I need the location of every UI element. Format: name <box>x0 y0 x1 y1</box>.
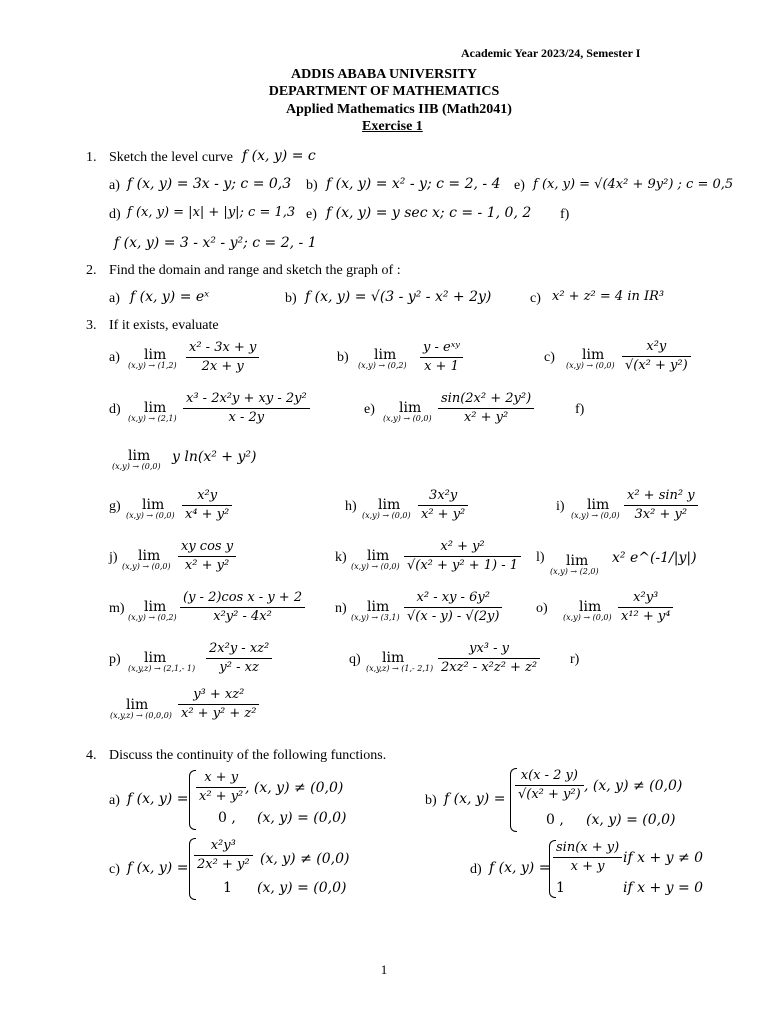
q3j-label: j) <box>109 550 118 565</box>
academic-year: Academic Year 2023/24, Semester I <box>461 46 641 60</box>
q3p-fraction: $\frac{\text{2x²y - xz²}}{\text{y² - xz}}$ <box>206 640 272 677</box>
q3m-label: m) <box>109 601 125 616</box>
q3l-expr: x² e^(-1/|y|) <box>612 550 697 566</box>
q1b-label: b) <box>306 178 318 193</box>
q3e-fraction: $\frac{\text{sin(2x² + 2y²)}}{\text{x² + y²}}$ <box>438 390 534 427</box>
q4b-f: f (x, y) = <box>444 791 506 807</box>
q1b-expr: f (x, y) = x² - y; c = 2, - 4 <box>326 176 501 192</box>
q3g-fraction: $\frac{\text{x²y}}{\text{x⁴ + y²}}$ <box>182 487 232 524</box>
q1d-label: d) <box>109 207 121 222</box>
q4a-brace <box>189 770 196 830</box>
q3m-lim: lim (x,y) → (0,2) <box>128 599 177 622</box>
q3r-label: r) <box>570 652 580 667</box>
q1a-expr: f (x, y) = 3x - y; c = 0,3 <box>127 176 292 192</box>
q3b-fraction: y - eˣʸ x + 1 <box>420 339 463 376</box>
q3m-fraction: $\frac{\text{(y - 2)cos x - y + 2}}{\text{x²y² - 4x²}}$ <box>180 589 305 626</box>
exercise-title: Exercise 1 <box>362 119 423 134</box>
q4d-f: f (x, y) = <box>489 860 551 876</box>
department-name: DEPARTMENT OF MATHEMATICS <box>268 84 500 99</box>
q3f-lim: lim (x,y) → (0,0) <box>112 448 161 471</box>
q3q-fraction: $\frac{\text{yx³ - y}}{\text{2xz² - x²z² + z²}}$ <box>438 640 540 677</box>
q1f-label: f) <box>560 207 570 222</box>
q4b-fraction: $\frac{x(x - 2 y)}{\text{√(x² + y²)}}$ <box>515 767 584 804</box>
q1a-label: a) <box>109 178 120 193</box>
q4b-label: b) <box>425 793 437 808</box>
q3j-lim: lim (x,y) → (0,0) <box>122 548 171 571</box>
q4c-fraction: $\frac{\text{x²y³}}{\text{2x² + y²}}$ <box>194 837 253 874</box>
q3n-lim: lim (x,y) → (3,1) <box>351 599 400 622</box>
q3b-lim: lim (x,y) → (0,2) <box>358 347 407 370</box>
q1e-expr: f (x, y) = √(4x² + 9y²) ; c = 0,5 <box>533 177 734 192</box>
q3d-lim: lim (x,y) → (2,1) <box>128 400 177 423</box>
q4b-val2: 0 , <box>546 812 564 828</box>
q3h-fraction: $\frac{\text{3x²y}}{\text{x² + y²}}$ <box>418 487 468 524</box>
q3n-label: n) <box>335 601 347 616</box>
q3c-fraction: $\frac{\text{x²y}}{\text{√(x² + y²)}}$ <box>622 338 691 375</box>
q3g-lim: lim (x,y) → (0,0) <box>126 497 175 520</box>
q3f-label: f) <box>575 402 585 417</box>
q3a-lim: lim (x,y) → (1,2) <box>128 347 177 370</box>
q4a-fraction: $\frac{x + y}{\text{x² + y²}}$ <box>196 769 246 806</box>
q3d-label: d) <box>109 402 121 417</box>
q4d-fraction: $\frac{\sin(x + y)}{x + y}$ <box>553 839 622 876</box>
q2c-expr: x² + z² = 4 in IR³ <box>552 289 665 304</box>
q4b-cond1: , (x, y) ≠ (0,0) <box>584 778 683 794</box>
q3e-lim: lim (x,y) → (0,0) <box>383 400 432 423</box>
q1-expr: f (x, y) = c <box>242 148 316 164</box>
q4a-label: a) <box>109 793 120 808</box>
q3r-lim: lim (x,y,z) → (0,0,0) <box>110 697 172 720</box>
q3d-fraction: $\frac{\text{x³ - 2x²y + xy - 2y²}}{x - 2y}$ <box>183 390 310 427</box>
q3i-label: i) <box>556 499 565 514</box>
q4a-cond2: (x, y) = (0,0) <box>257 810 347 826</box>
q3-number: 3. <box>86 318 97 333</box>
q3-text: If it exists, evaluate <box>109 318 219 333</box>
q2-number: 2. <box>86 263 97 278</box>
q3c-label: c) <box>544 350 555 365</box>
q1d-expr: f (x, y) = |x| + |y|; c = 1,3 <box>127 205 296 220</box>
q3o-label: o) <box>536 601 548 616</box>
q3l-label: l) <box>536 550 545 565</box>
page-number: 1 <box>380 962 388 977</box>
q3h-label: h) <box>345 499 357 514</box>
q1f-expr: f (x, y) = 3 - x² - y²; c = 2, - 1 <box>114 235 317 251</box>
q3g-label: g) <box>109 499 121 514</box>
university-name: ADDIS ABABA UNIVERSITY <box>291 67 477 82</box>
q3a-fraction: $\frac{\text{x² - 3x + y}}{2x + y}$ <box>186 339 259 376</box>
q4c-cond1: (x, y) ≠ (0,0) <box>260 851 350 867</box>
q3j-fraction: $\frac{\text{xy cos y}}{\text{x² + y²}}$ <box>178 538 236 575</box>
q4d-val2: 1 <box>556 880 565 896</box>
q2a-expr: f (x, y) = eˣ <box>130 289 210 305</box>
q3l-lim: lim (x,y) → (2,0) <box>550 553 599 576</box>
q4a-cond1: , (x, y) ≠ (0,0) <box>245 780 344 796</box>
q4a-val2: 0 , <box>218 810 236 826</box>
q4c-label: c) <box>109 862 120 877</box>
q3o-lim: lim (x,y) → (0,0) <box>563 599 612 622</box>
q3c-lim: lim (x,y) → (0,0) <box>566 347 615 370</box>
q3r-fraction: $\frac{\text{y³ + xz²}}{\text{x² + y² + z²}}$ <box>178 686 259 723</box>
q4a-f: f (x, y) = <box>127 791 189 807</box>
q4d-cond1: if x + y ≠ 0 <box>623 850 704 866</box>
q3p-label: p) <box>109 652 121 667</box>
q4-number: 4. <box>86 748 97 763</box>
q3p-lim: lim (x,y,z) → (2,1,- 1) <box>128 650 196 673</box>
q3q-lim: lim (x,y,z) → (1,- 2,1) <box>366 650 434 673</box>
q2c-label: c) <box>530 291 541 306</box>
q1e2-label: e) <box>306 207 317 222</box>
q4d-cond2: if x + y = 0 <box>623 880 704 896</box>
q2a-label: a) <box>109 291 120 306</box>
q3q-label: q) <box>349 652 361 667</box>
q3b-label: b) <box>337 350 349 365</box>
q4b-cond2: (x, y) = (0,0) <box>586 812 676 828</box>
q3k-label: k) <box>335 550 347 565</box>
q2b-label: b) <box>285 291 297 306</box>
q4-text: Discuss the continuity of the following functions. <box>109 748 387 763</box>
q4c-f: f (x, y) = <box>127 860 189 876</box>
q1-number: 1. <box>86 150 97 165</box>
q3h-lim: lim (x,y) → (0,0) <box>362 497 411 520</box>
q2-text: Find the domain and range and sketch the graph of : <box>109 263 401 278</box>
q4c-val2: 1 <box>223 880 232 896</box>
q3k-lim: lim (x,y) → (0,0) <box>351 548 400 571</box>
q1-text: Sketch the level curve <box>109 150 234 165</box>
course-title: Applied Mathematics IIB (Math2041) <box>286 102 512 117</box>
q1e2-expr: f (x, y) = y sec x; c = - 1, 0, 2 <box>326 205 532 221</box>
q3i-lim: lim (x,y) → (0,0) <box>571 497 620 520</box>
q3n-fraction: $\frac{\text{x² - xy - 6y²}}{√(x - y) - √(2y)}$ <box>404 589 502 626</box>
q4d-label: d) <box>470 862 482 877</box>
q1e-label: e) <box>514 178 525 193</box>
q2b-expr: f (x, y) = √(3 - y² - x² + 2y) <box>305 289 492 305</box>
q3k-fraction: $\frac{\text{x² + y²}}{\text{√(x² + y² + 1) - 1}}$ <box>404 538 521 575</box>
q4c-cond2: (x, y) = (0,0) <box>257 880 347 896</box>
q3e-label: e) <box>364 402 375 417</box>
q3f-expr: y ln(x² + y²) <box>172 449 257 465</box>
q3i-fraction: $\frac{\text{x² + sin² y}}{\text{3x² + y²}}$ <box>624 487 698 524</box>
q3a-label: a) <box>109 350 120 365</box>
q3o-fraction: $\frac{\text{x²y³}}{\text{x¹² + y⁴}}$ <box>618 589 673 626</box>
